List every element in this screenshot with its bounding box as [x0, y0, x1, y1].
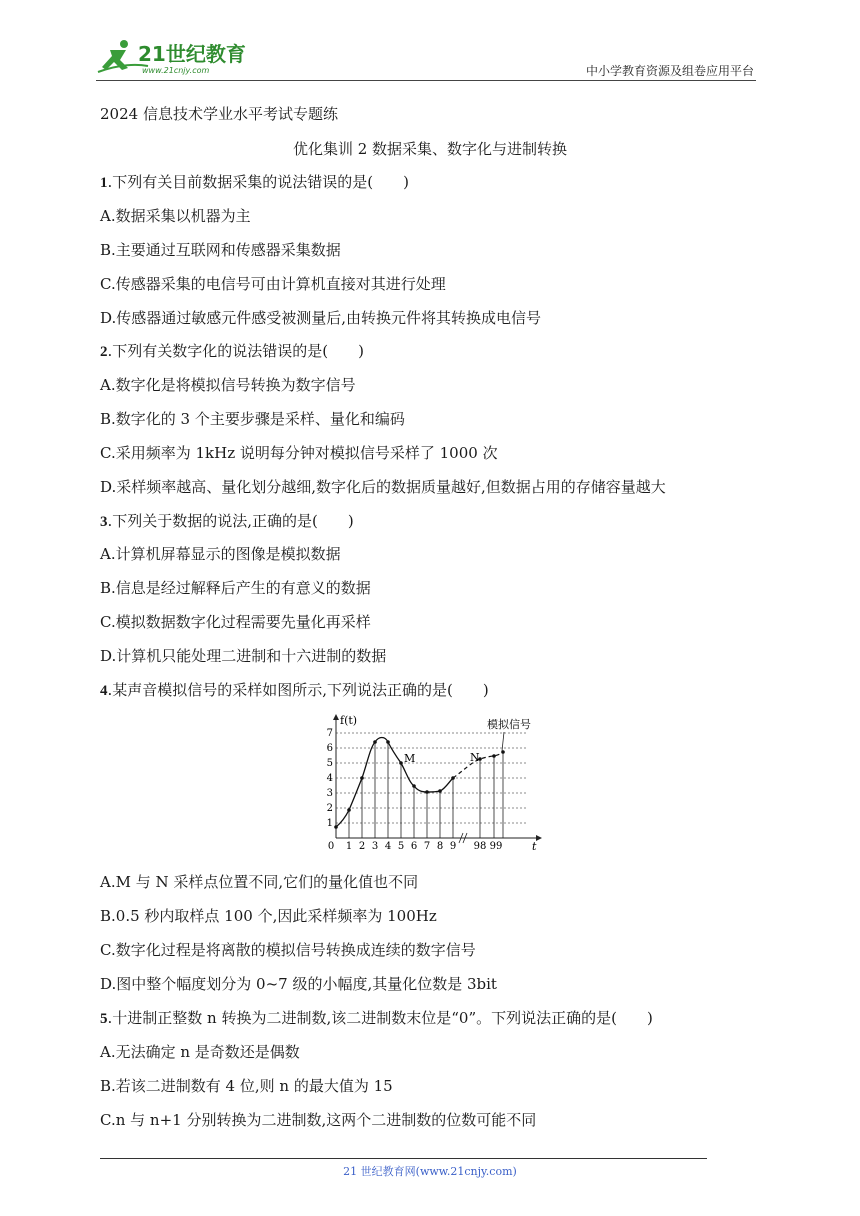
svg-text:2: 2 [326, 803, 333, 814]
y-tick-labels [327, 728, 333, 829]
svg-text:8: 8 [436, 841, 444, 852]
q4-option-a: A.M 与 N 采样点位置不同,它们的量化值也不同 [100, 873, 419, 891]
q5-option-a: A.无法确定 n 是奇数还是偶数 [100, 1043, 300, 1061]
question-text: .某声音模拟信号的采样如图所示,下列说法正确的是( ) [107, 681, 489, 699]
question-2-stem [100, 341, 364, 362]
signal-pointer-line [502, 732, 504, 751]
label-analog-signal: 模拟信号 [487, 718, 531, 731]
signal-sampling-figure [322, 712, 544, 856]
q5-option-b: B.若该二进制数有 4 位,则 n 的最大值为 15 [100, 1077, 393, 1095]
svg-text:1: 1 [345, 841, 353, 852]
svg-text:6: 6 [410, 841, 418, 852]
q3-option-b: B.信息是经过解释后产生的有意义的数据 [100, 579, 371, 597]
footer-link[interactable]: 21 世纪教育网(www.21cnjy.com) [343, 1165, 517, 1178]
svg-text:3: 3 [371, 841, 379, 852]
sample-stems [349, 742, 503, 838]
q4-option-c: C.数字化过程是将离散的模拟信号转换成连续的数字信号 [100, 941, 476, 959]
question-text: .下列关于数据的说法,正确的是( ) [107, 512, 354, 530]
svg-text:4: 4 [384, 841, 392, 852]
y-axis-arrow [333, 714, 339, 720]
svg-text:5: 5 [326, 758, 333, 769]
analog-signal-solid [336, 738, 453, 828]
header-platform-text: 中小学教育资源及组卷应用平台 [585, 64, 754, 78]
page-title: 优化集训 2 数据采集、数字化与进制转换 [292, 140, 568, 158]
svg-text:98: 98 [473, 841, 487, 852]
question-text: .下列有关目前数据采集的说法错误的是( ) [107, 173, 409, 191]
logo-sub-text: www.21cnjy.com [142, 66, 210, 75]
svg-text:2: 2 [358, 841, 366, 852]
question-text: .下列有关数字化的说法错误的是( ) [107, 342, 364, 360]
q4-option-b: B.0.5 秒内取样点 100 个,因此采样频率为 100Hz [100, 907, 437, 925]
svg-text:4: 4 [326, 773, 333, 784]
svg-text:3: 3 [326, 788, 333, 799]
question-5-stem [100, 1008, 653, 1029]
header-divider [96, 80, 756, 81]
x-axis-arrow [536, 835, 542, 841]
q1-option-a: A.数据采集以机器为主 [100, 207, 251, 225]
q1-option-d: D.传感器通过敏感元件感受被测量后,由转换元件将其转换成电信号 [100, 309, 542, 327]
svg-text:9: 9 [449, 841, 457, 852]
logo-main-text: 21世纪教育 [138, 42, 246, 66]
y-axis-label: f(t) [340, 714, 358, 727]
question-number: 3 [100, 514, 108, 530]
svg-text:99: 99 [489, 841, 503, 852]
question-number: 4 [100, 683, 108, 699]
grid-lines [336, 733, 528, 823]
svg-text:6: 6 [326, 743, 333, 754]
q5-option-c: C.n 与 n+1 分别转换为二进制数,这两个二进制数的位数可能不同 [100, 1111, 537, 1129]
svg-text:7: 7 [423, 841, 431, 852]
q2-option-b: B.数字化的 3 个主要步骤是采样、量化和编码 [100, 410, 405, 428]
q3-option-d: D.计算机只能处理二进制和十六进制的数据 [100, 647, 387, 665]
question-4-stem [100, 680, 489, 701]
q3-option-c: C.模拟数据数字化过程需要先量化再采样 [100, 613, 371, 631]
q1-option-c: C.传感器采集的电信号可由计算机直接对其进行处理 [100, 275, 446, 293]
label-m: M [404, 752, 416, 765]
site-logo [96, 36, 256, 80]
svg-text:7: 7 [326, 728, 333, 739]
svg-text:1: 1 [326, 818, 333, 829]
x-tick-labels [328, 841, 503, 852]
q4-option-d: D.图中整个幅度划分为 0~7 级的小幅度,其量化位数是 3bit [100, 975, 497, 993]
q3-option-a: A.计算机屏幕显示的图像是模拟数据 [100, 545, 341, 563]
q1-option-b: B.主要通过互联网和传感器采集数据 [100, 241, 341, 259]
q2-option-d: D.采样频率越高、量化划分越细,数字化后的数据质量越好,但数据占用的存储容量越大 [100, 478, 666, 496]
question-1-stem [100, 172, 409, 193]
q2-option-a: A.数字化是将模拟信号转换为数字信号 [100, 376, 356, 394]
x-axis-label: t [532, 840, 537, 853]
series-title: 2024 信息技术学业水平考试专题练 [100, 105, 338, 123]
q2-option-c: C.采用频率为 1kHz 说明每分钟对模拟信号采样了 1000 次 [100, 444, 498, 462]
question-number: 2 [100, 344, 108, 360]
svg-text:5: 5 [397, 841, 405, 852]
question-text: .十进制正整数 n 转换为二进制数,该二进制数末位是“0”。下列说法正确的是( ) [107, 1009, 653, 1027]
footer-divider [100, 1158, 707, 1159]
label-n: N [470, 751, 480, 764]
question-number: 1 [100, 175, 108, 191]
question-3-stem [100, 511, 354, 532]
question-number: 5 [100, 1011, 108, 1027]
svg-text:0: 0 [327, 841, 335, 852]
